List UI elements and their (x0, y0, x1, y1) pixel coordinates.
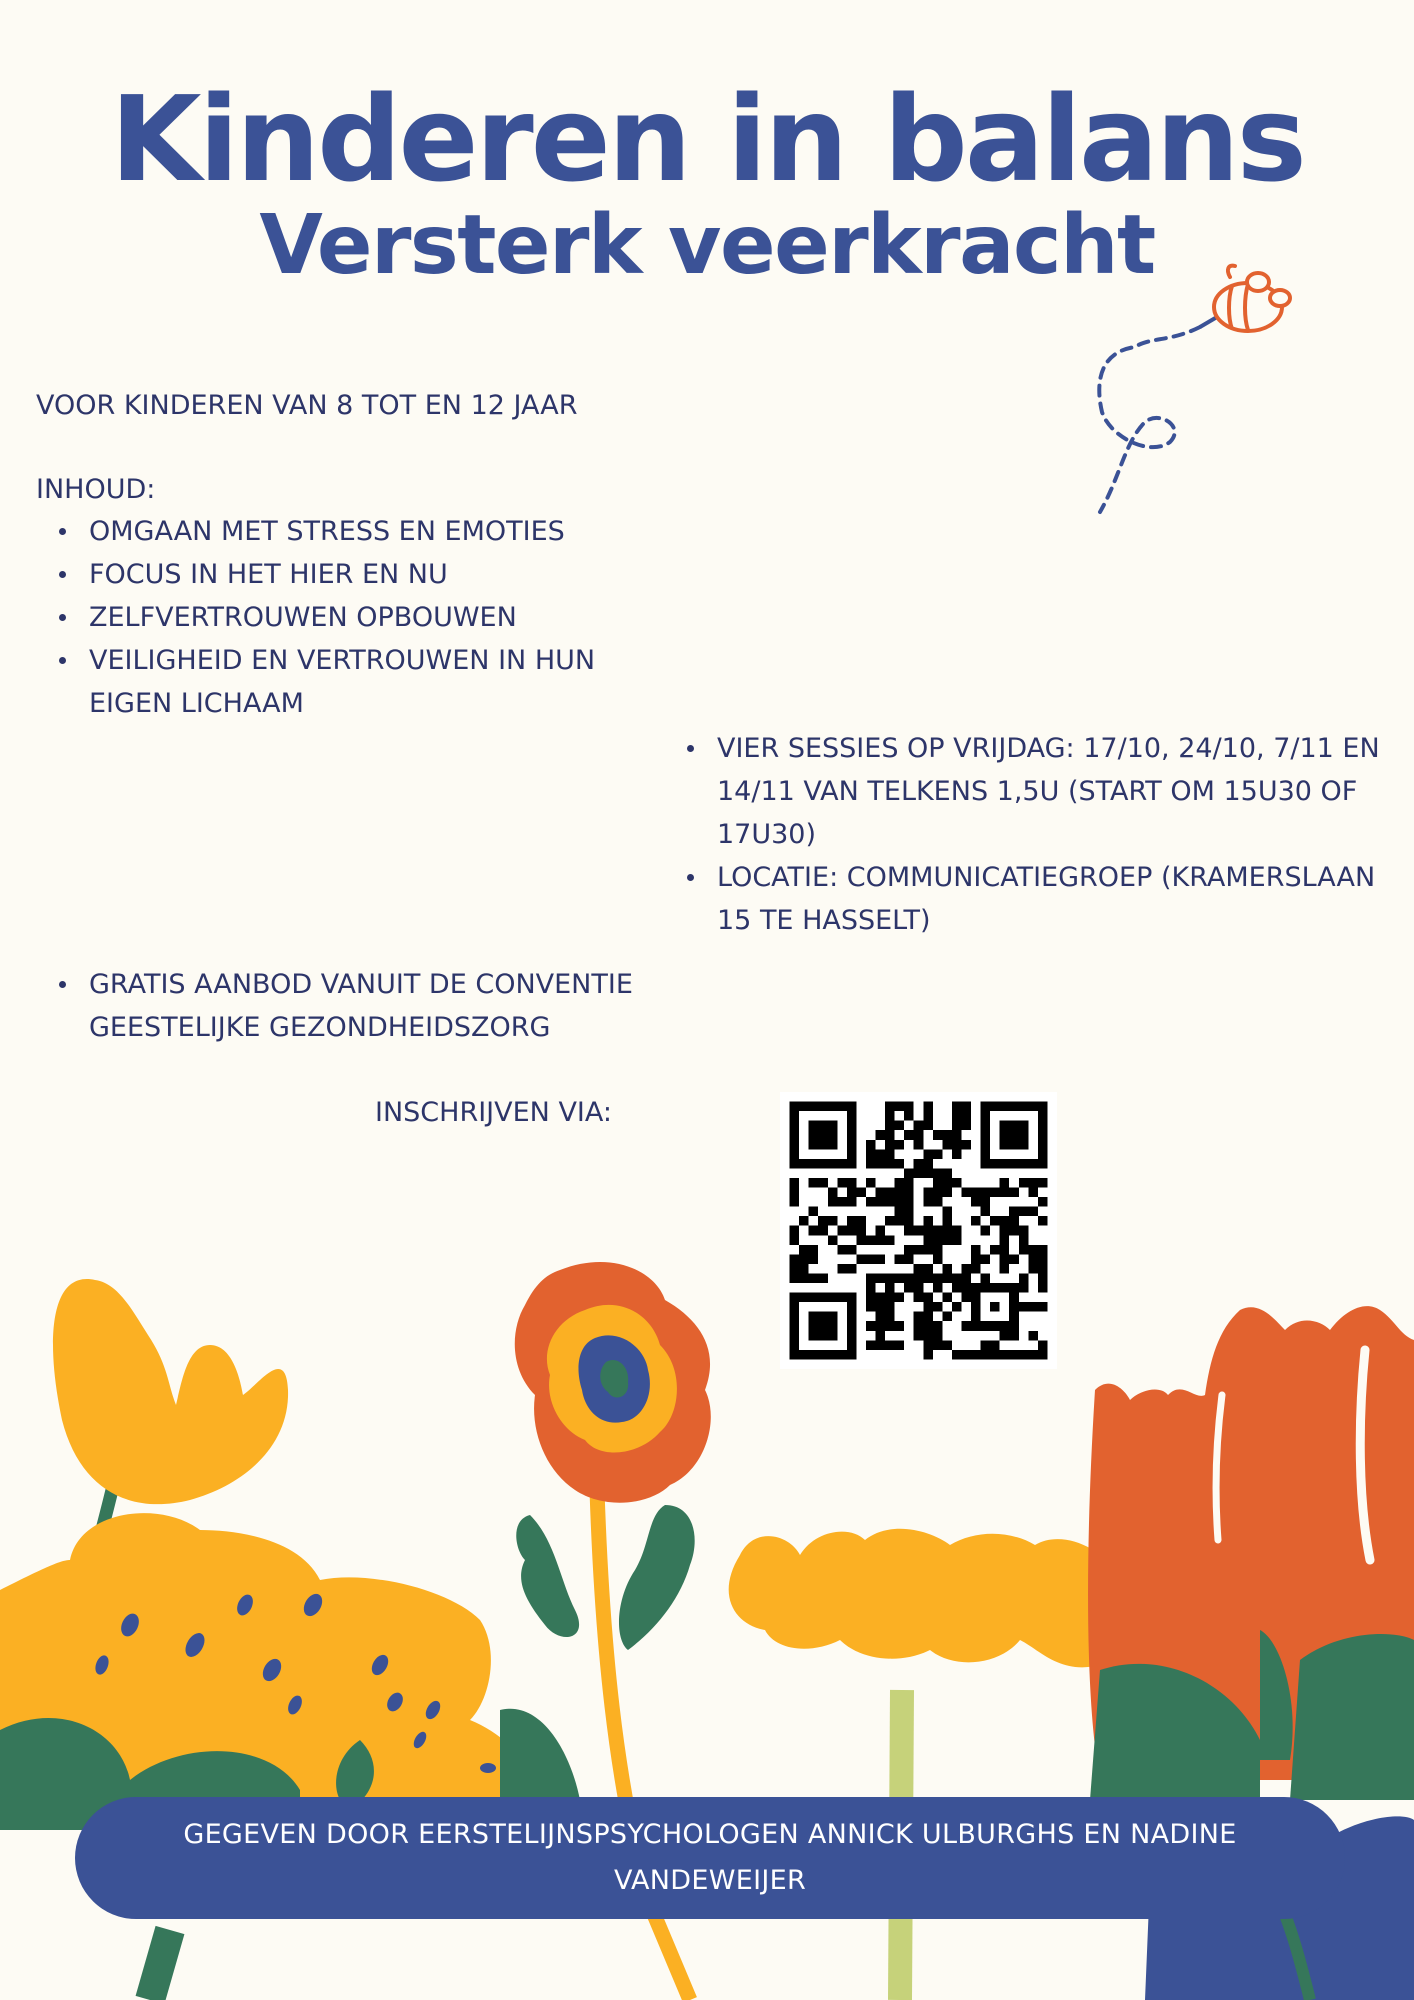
list-item: OMGAAN MET STRESS EN EMOTIES (36, 510, 676, 553)
list-item: LOCATIE: COMMUNICATIEGROEP (KRAMERSLAAN 15 TE HASSELT) (664, 856, 1384, 942)
practical-info-list (664, 727, 1384, 942)
bee-icon (1080, 262, 1300, 522)
list-item: GRATIS AANBOD VANUIT DE CONVENTIE GEESTELIJKE GEZONDHEIDSZORG (36, 963, 716, 1049)
page-subtitle: Versterk veerkracht (259, 198, 1155, 293)
orange-tall-flower-icon (1088, 1306, 1414, 1800)
content-label: INHOUD: (36, 474, 156, 505)
page-title: Kinderen in balans (110, 70, 1304, 208)
content-list (36, 510, 676, 725)
yellow-tulip-icon (53, 1279, 288, 1504)
list-item: FOCUS IN HET HIER EN NU (36, 553, 676, 596)
footer-banner (75, 1797, 1345, 1919)
yellow-blob-flower-icon (729, 1529, 1132, 1668)
footer-text: GEGEVEN DOOR EERSTELIJNSPSYCHOLOGEN ANNICK ULBURGHS EN NADINE VANDEWEIJER (183, 1819, 1237, 1896)
signup-label: INSCHRIJVEN VIA: (375, 1097, 612, 1128)
qr-code-icon[interactable] (780, 1092, 1057, 1369)
age-range-text: VOOR KINDEREN VAN 8 TOT EN 12 JAAR (36, 390, 578, 421)
yellow-big-flower-icon (0, 1513, 580, 1830)
offer-list (36, 963, 716, 1049)
list-item: ZELFVERTROUWEN OPBOUWEN (36, 596, 676, 639)
orange-blue-flower-icon (515, 1262, 711, 1503)
list-item: VEILIGHEID EN VERTROUWEN IN HUN EIGEN LICHAAM (36, 639, 676, 725)
list-item: VIER SESSIES OP VRIJDAG: 17/10, 24/10, 7/11 EN 14/11 VAN TELKENS 1,5U (START OM 15U30 OF 17U30) (664, 727, 1384, 856)
